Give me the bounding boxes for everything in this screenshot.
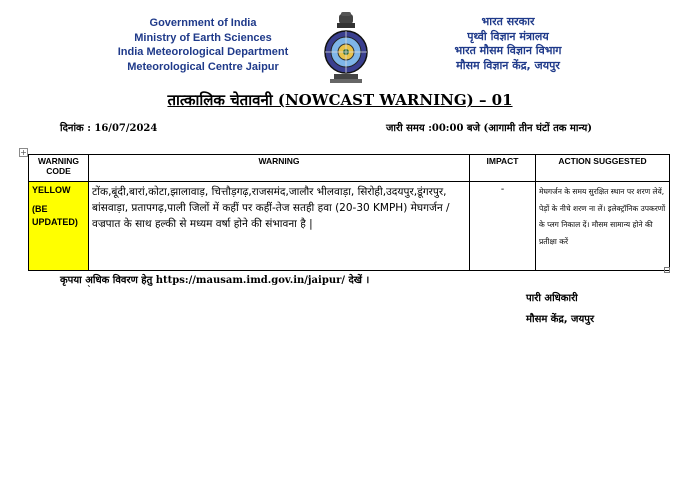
issue-time-line: जारी समय :00:00 बजे (आगामी तीन घंटों तक मान्य) — [386, 123, 592, 134]
warning-code-color: YELLOW — [32, 185, 71, 195]
page-title-wrapper — [0, 90, 680, 110]
warning-code-status: (BE UPDATED) — [32, 204, 78, 227]
header-warning: WARNING — [89, 155, 470, 182]
impact-cell: - — [470, 182, 536, 271]
table-move-handle-icon[interactable]: + — [20, 148, 27, 157]
more-info-line: कृपया अधिक विवरण हेतु https://mausam.imd.gov.in/jaipur/ देखें । — [60, 275, 370, 286]
header-hindi-line: भारत मौसम विज्ञान विभाग — [454, 44, 562, 57]
warning-code-cell — [29, 182, 89, 271]
table-row — [29, 182, 670, 271]
signature-officer: पारी अधिकारी — [526, 293, 578, 304]
header-impact: IMPACT — [470, 155, 536, 182]
header-english-line: Government of India — [149, 17, 257, 29]
imd-emblem-icon — [320, 12, 372, 84]
action-suggested-cell: मेघगर्जन के समय सुरक्षित स्थान पर शरण लेवें, पेड़ों के नीचे शरण ना लें। इलेक्ट्रॉनिक उपकरणों के प्लग निकाल दें। मौसम सामान्य होने की प्रतीक्षा करें — [536, 182, 670, 271]
stray-mark: ` — [87, 286, 92, 296]
header-warning-code: WARNING CODE — [29, 155, 89, 182]
header-hindi-line: पृथ्वी विज्ञान मंत्रालय — [467, 29, 549, 43]
header-hindi-line: भारत सरकार — [481, 15, 535, 28]
warning-text-cell: टोंक,बूंदी,बारां,कोटा,झालावाड़, चित्तौड़गढ़,राजसमंद,जालौर भीलवाड़ा, सिरोही,उदयपुर,डूंगरपुर, बांसवाड़ा, प्रतापगढ़,पाली जिलों में कहीं पर कहीं-तेज सतही हवा (20-30 KMPH) मेघगर्जन / वज्रपात के साथ हल्की से मध्यम वर्षा होने की संभावना है | — [89, 182, 470, 271]
signature-centre: मौसम केंद्र, जयपुर — [526, 314, 595, 325]
table-resize-handle-icon[interactable] — [664, 267, 670, 273]
warning-table — [28, 154, 670, 271]
page-title: तात्कालिक चेतावनी (NOWCAST WARNING) – 01 — [167, 91, 513, 109]
header-english-line: Ministry of Earth Sciences — [134, 31, 272, 44]
header-english-line: Meteorological Centre Jaipur — [127, 60, 279, 73]
header-hindi-line: मौसम विज्ञान केंद्र, जयपुर — [456, 58, 560, 72]
header-english-line: India Meteorological Department — [117, 46, 289, 58]
date-line: दिनांक : 16/07/2024 — [60, 123, 158, 134]
table-header-row — [29, 155, 670, 182]
header-english-block — [108, 16, 298, 74]
header-action-suggested: ACTION SUGGESTED — [536, 155, 670, 182]
header-hindi-block — [418, 15, 598, 73]
